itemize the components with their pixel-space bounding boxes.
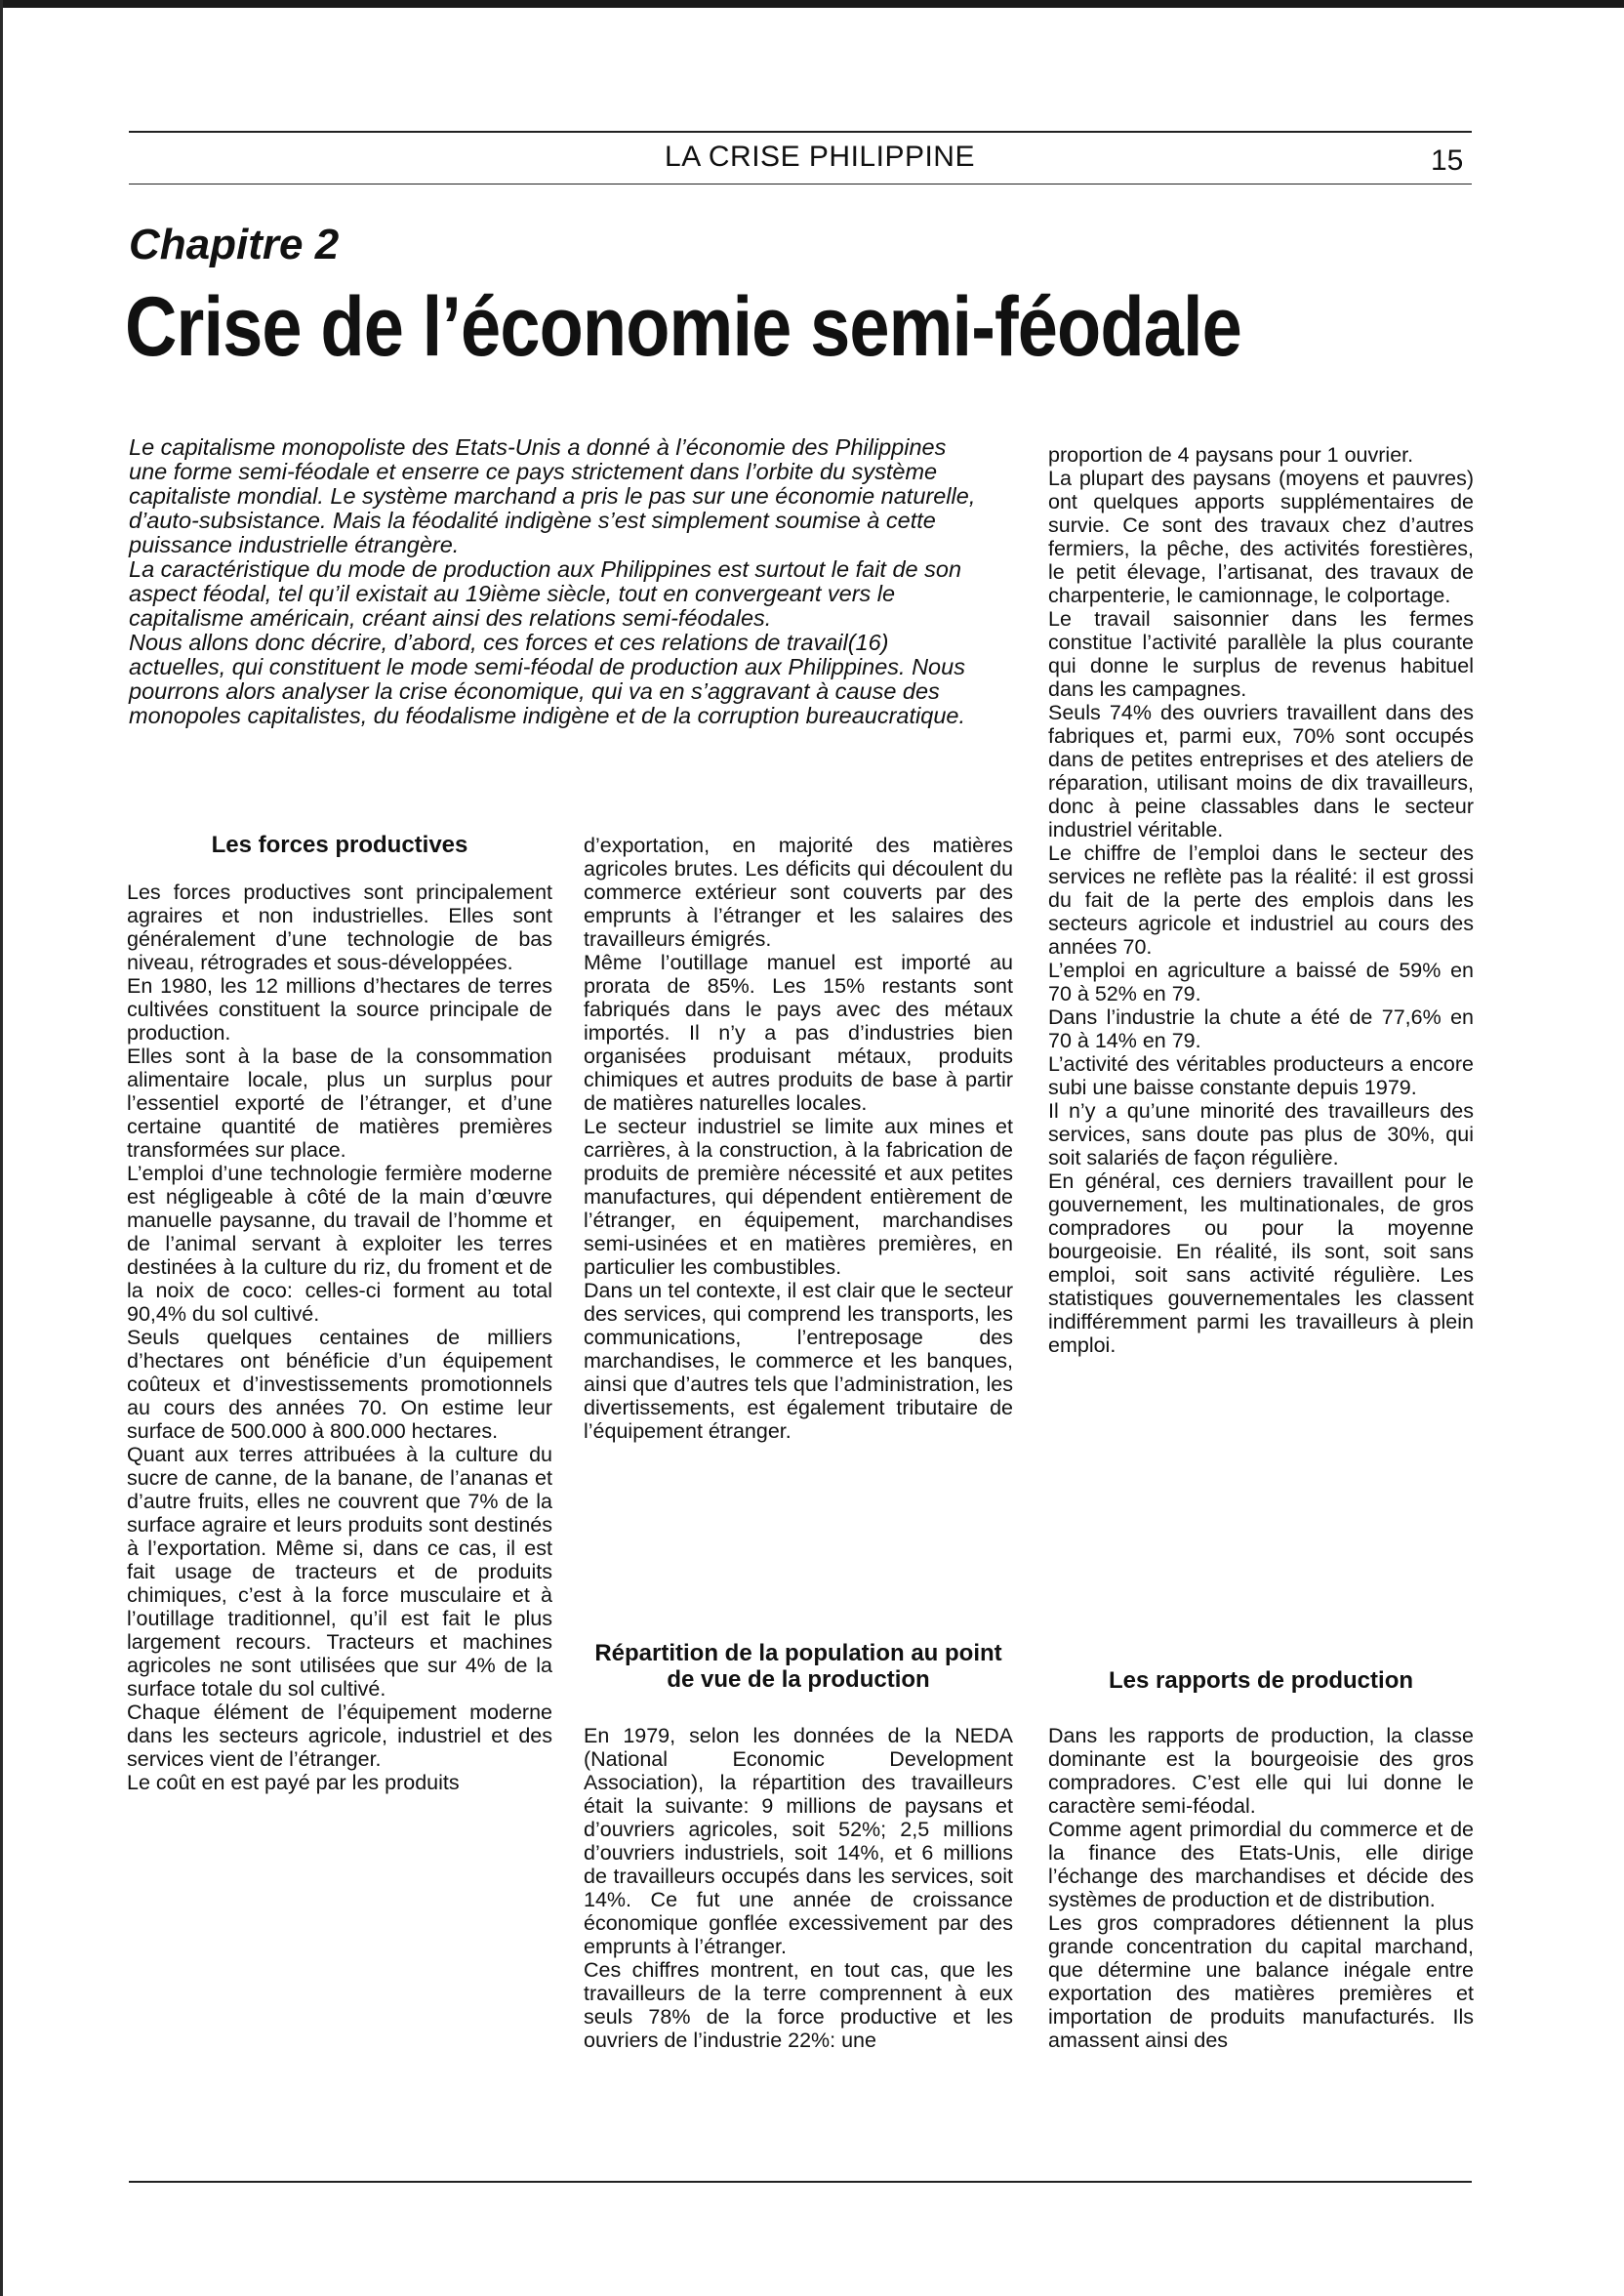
paragraph: L’emploi en agriculture a baissé de 59% en 70 à 52% en 79.	[1048, 959, 1474, 1005]
chapter-label: Chapitre 2	[129, 221, 340, 268]
paragraph: Dans les rapports de production, la classe dominante est la bourgeoisie des gros compradores. C’est elle qui lui donne le caractère semi-féodal.	[1048, 1724, 1474, 1818]
paragraph: Le travail saisonnier dans les fermes constitue l’activité parallèle la plus courante qui donne le surplus de revenus habituel dans les campagnes.	[1048, 607, 1474, 701]
page-number: 15	[1431, 144, 1464, 177]
footer-rule	[129, 2181, 1472, 2183]
paragraph: Ces chiffres montrent, en tout cas, que les travailleurs de la terre comprennent à eux seuls 78% de la force productive et les ouvriers de l’industrie 22%: une	[584, 1958, 1013, 2052]
paragraph: Chaque élément de l’équipement moderne dans les secteurs agricole, industriel et des services vient de l’étranger.	[127, 1701, 552, 1771]
paragraph: En 1979, selon les données de la NEDA (National Economic Development Association), la répartition des travailleurs était la suivante: 9 millions de paysans et d’ouvriers agricoles, soit 52%; 2,5 millions d’ouvriers industriels, soit 14%, et 6 millions de travailleurs occupés dans les services, soit 14%. Ce fut une année de croissance économique gonflée excessivement par des emprunts à l’étranger.	[584, 1724, 1013, 1958]
heading-rapports-production: Les rapports de production	[1108, 1667, 1414, 1694]
header-rule-top	[129, 131, 1472, 133]
paragraph: Seuls quelques centaines de milliers d’hectares ont bénéficie d’un équipement coûteux et d’investissements promotionnels au cours des années 70. On estime leur surface de 500.000 à 800.000 hectares.	[127, 1326, 552, 1443]
paragraph: La plupart des paysans (moyens et pauvres) ont quelques apports supplémentaires de survie. Ce sont des travaux chez d’autres fermiers, la pêche, des activités forestières, le petit élevage, l’artisanat, des travaux de charpenterie, le camionnage, le colportage.	[1048, 467, 1474, 607]
paragraph: Comme agent primordial du commerce et de la finance des Etats-Unis, elle dirige l’échange des marchandises et décide des systèmes de production et de distribution.	[1048, 1818, 1474, 1911]
column-2-top	[584, 834, 1013, 1443]
paragraph: En général, ces derniers travaillent pour le gouvernement, les multinationales, de gros compradores ou pour la moyenne bourgeoisie. En réalité, ils sont, soit sans emploi, soit sans activité régulière. Les statistiques gouvernementales les classent indifféremment parmi les travailleurs à plein emploi.	[1048, 1169, 1474, 1357]
paragraph: Quant aux terres attribuées à la culture du sucre de canne, de la banane, de l’ananas et d’autre fruits, elles ne couvrent que 7% de la surface agraire et leurs produits sont destinés à l’exportation. Même si, dans ce cas, il est fait usage de tracteurs et de produits chimiques, c’est à la force musculaire et à l’outillage traditionnel, qu’il est fait le plus largement recours. Tracteurs et machines agricoles ne sont utilisées que sur 4% de la surface totale du sol cultivé.	[127, 1443, 552, 1701]
column-2-bottom	[584, 1724, 1013, 2052]
paragraph: Il n’y a qu’une minorité des travailleurs des services, sans doute pas plus de 30%, qui soit salariés de façon régulière.	[1048, 1099, 1474, 1169]
intro-paragraph: Le capitalisme monopoliste des Etats-Unis a donné à l’économie des Philippines une forme semi-féodale et enserre ce pays strictement dans l’orbite du système capitaliste mondial. Le système marchand a pris le pas sur une économie naturelle, d’auto-subsistance. Mais la féodalité indigène s’est simplement soumise à cette puissance industrielle étrangère.	[129, 434, 976, 557]
intro-paragraph: Nous allons donc décrire, d’abord, ces forces et ces relations de travail(16) actuelles, qui constituent le mode semi-féodal de production aux Philippines. Nous pourrons alors analyser la crise économique, qui va en s’aggravant à cause des monopoles capitalistes, du féodalisme indigène et de la corruption bureaucratique.	[129, 630, 965, 728]
paragraph: Seuls 74% des ouvriers travaillent dans des fabriques et, parmi eux, 70% sont occupés dans de petites entreprises et des ateliers de réparation, utilisant moins de dix travailleurs, donc à peine classables dans le secteur industriel véritable.	[1048, 701, 1474, 841]
paragraph: L’activité des véritables producteurs a encore subi une baisse constante depuis 1979.	[1048, 1052, 1474, 1099]
chapter-title: Crise de l’économie semi-féodale	[125, 280, 1241, 374]
paragraph: Les forces productives sont principalement agraires et non industrielles. Elles sont généralement d’une technologie de bas niveau, rétrogrades et sous-développées.	[127, 881, 552, 974]
paragraph: Même l’outillage manuel est importé au prorata de 85%. Les 15% restants sont fabriqués dans le pays avec des métaux importés. Il n’y a pas d’industries bien organisées produisant métaux, produits chimiques et autres produits de base à partir de matières naturelles locales.	[584, 951, 1013, 1115]
paragraph: d’exportation, en majorité des matières agricoles brutes. Les déficits qui découlent du commerce extérieur sont couverts par des emprunts à l’étranger et les salaires des travailleurs émigrés.	[584, 834, 1013, 951]
paragraph: Le coût en est payé par les produits	[127, 1771, 460, 1794]
column-1	[127, 881, 552, 1794]
intro-paragraph: La caractéristique du mode de production aux Philippines est surtout le fait de son aspect féodal, tel qu’il existait au 19ième siècle, tout en convergeant vers le capitalisme américain, créant ainsi des relations semi-féodales.	[129, 556, 962, 631]
column-3-bottom	[1048, 1724, 1474, 2052]
scan-top-edge	[0, 0, 1624, 8]
paragraph: L’emploi d’une technologie fermière moderne est négligeable à côté de la main d’œuvre manuelle paysanne, du travail de l’homme et de l’animal servant à exploiter les terres destinées à la culture du riz, du froment et de la noix de coco: celles-ci forment au total 90,4% du sol cultivé.	[127, 1162, 552, 1326]
scan-left-edge	[0, 0, 3, 2296]
heading-repartition: Répartition de la population au point de vue de la production	[594, 1640, 1002, 1693]
paragraph: Dans un tel contexte, il est clair que le secteur des services, qui comprend les transports, les communications, l’entreposage des marchandises, le commerce et les banques, ainsi que d’autres tels que l’administration, les divertissements, est également tributaire de l’équipement étranger.	[584, 1279, 1013, 1443]
paragraph: Elles sont à la base de la consommation alimentaire locale, plus un surplus pour l’essentiel exporté de l’étranger, et d’une certaine quantité de matières premières transformées sur place.	[127, 1045, 552, 1162]
paragraph: Dans l’industrie la chute a été de 77,6% en 70 à 14% en 79.	[1048, 1005, 1474, 1052]
paragraph: En 1980, les 12 millions d’hectares de terres cultivées constituent la source principale de production.	[127, 974, 552, 1045]
intro-block	[129, 435, 988, 728]
column-3-top	[1048, 443, 1474, 1357]
paragraph: Le secteur industriel se limite aux mines et carrières, à la construction, à la fabrication de produits de première nécessité et aux petites manufactures, qui dépendent entièrement de l’étranger, en équipement, marchandises semi-usinées et en matières premières, en particulier les combustibles.	[584, 1115, 1013, 1279]
running-title: LA CRISE PHILIPPINE	[665, 141, 975, 173]
paragraph: proportion de 4 paysans pour 1 ouvrier.	[1048, 443, 1414, 467]
paragraph: Les gros compradores détiennent la plus grande concentration du capital marchand, que détermine une balance inégale entre exportation des matières premières et importation de produits manufacturés. Ils amassent ainsi des	[1048, 1911, 1474, 2052]
paragraph: Le chiffre de l’emploi dans le secteur des services ne reflète pas la réalité: il est grossi du fait de la perte des emplois dans les secteurs agricole et industriel au cours des années 70.	[1048, 841, 1474, 959]
heading-forces-productives: Les forces productives	[211, 832, 468, 858]
